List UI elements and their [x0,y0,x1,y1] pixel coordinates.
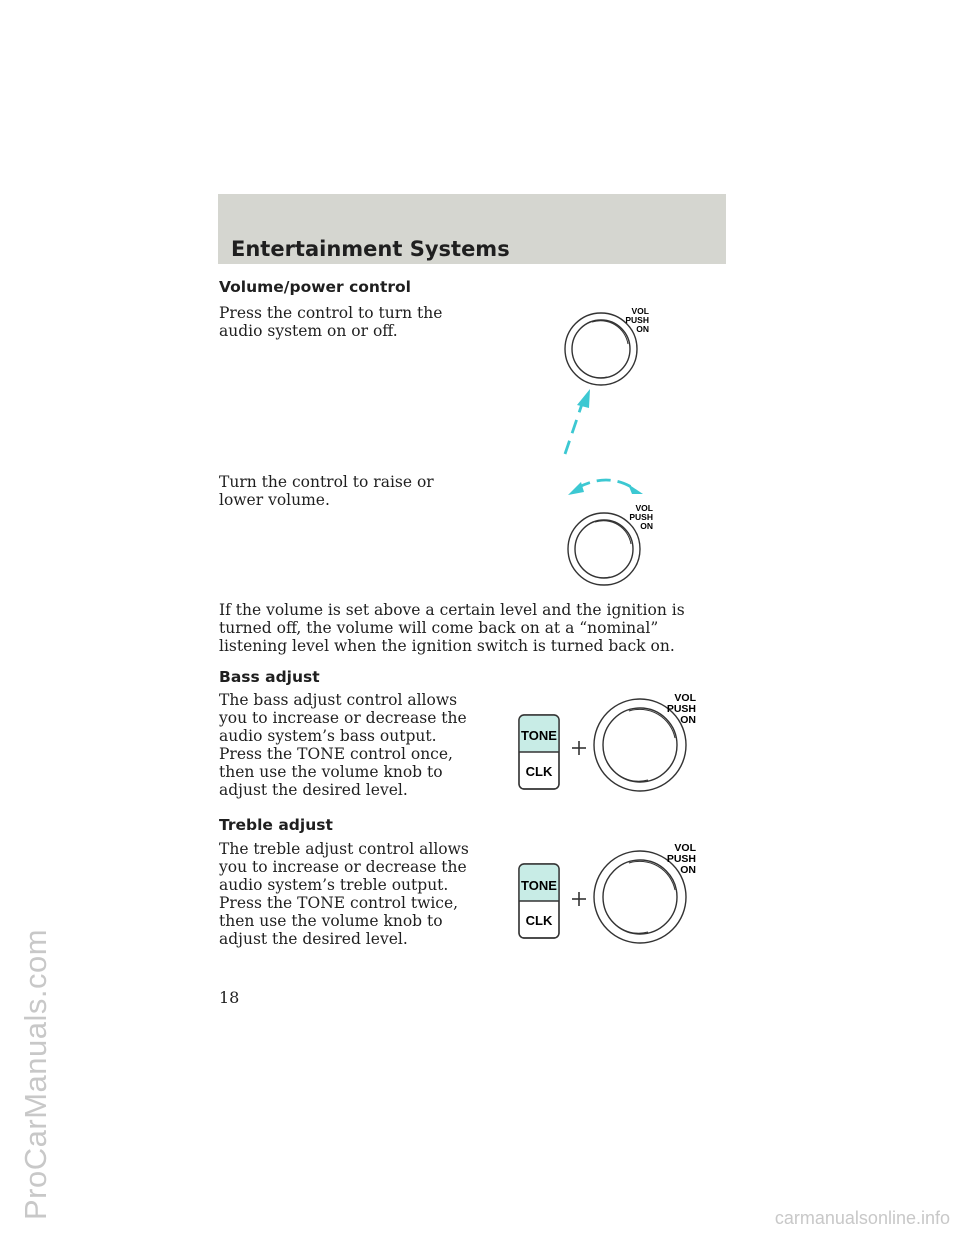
volume-para-press: Press the control to turn the audio system on or off. [219,304,443,340]
tone-clk-button [519,715,559,789]
knob-label-on: ON [636,324,649,334]
bass-heading: Bass adjust [219,668,320,686]
bass-para-instruction: Press the TONE control once, then use the volume knob to adjust the desired level. [219,745,453,799]
treble-figure [510,840,710,950]
knob-label-on: ON [680,714,696,726]
watermark-text: ProCarManuals.com [18,928,53,1220]
page-title: Entertainment Systems [231,237,510,261]
plus-icon [572,741,586,755]
knob-label-on: ON [680,864,696,876]
knob-label-vol: VOL [674,692,696,704]
section-header-band [218,194,726,264]
treble-para-description: The treble adjust control allows you to increase or decrease the audio system’s treble output. [219,840,469,894]
knob-label-vol: VOL [631,306,649,316]
plus-icon [572,892,586,906]
treble-heading: Treble adjust [219,816,333,834]
knob-label-vol: VOL [635,503,653,513]
tone-label: TONE [521,728,557,743]
volume-heading: Volume/power control [219,278,411,296]
bass-para-description: The bass adjust control allows you to increase or decrease the audio system’s bass output. [219,691,467,745]
knob-label-push: PUSH [666,703,696,715]
clk-label: CLK [525,764,553,779]
volume-knob-icon [568,513,640,585]
page-number: 18 [219,988,240,1007]
knob-label-on: ON [640,521,653,531]
volume-turn-figure [555,470,685,590]
rotate-arrow-icon [568,480,643,495]
press-arrow-icon [565,389,590,454]
tone-label: TONE [521,878,557,893]
knob-label-push: PUSH [666,853,696,865]
treble-para-instruction: Press the TONE control twice, then use the volume knob to adjust the desired level. [219,894,459,948]
footer-watermark: carmanualsonline.info [774,1208,950,1228]
clk-label: CLK [525,913,553,928]
knob-label-push: PUSH [629,512,653,522]
bass-figure [510,690,710,800]
side-watermark [14,380,74,1240]
tone-clk-button [519,864,559,938]
knob-label-vol: VOL [674,842,696,854]
volume-para-turn: Turn the control to raise or lower volume. [219,473,434,509]
knob-label-push: PUSH [625,315,649,325]
volume-para-nominal: If the volume is set above a certain level and the ignition is turned off, the volume will come back on at a “nominal” listening level when the ignition switch is turned back on. [219,601,685,655]
volume-press-figure [540,292,680,462]
